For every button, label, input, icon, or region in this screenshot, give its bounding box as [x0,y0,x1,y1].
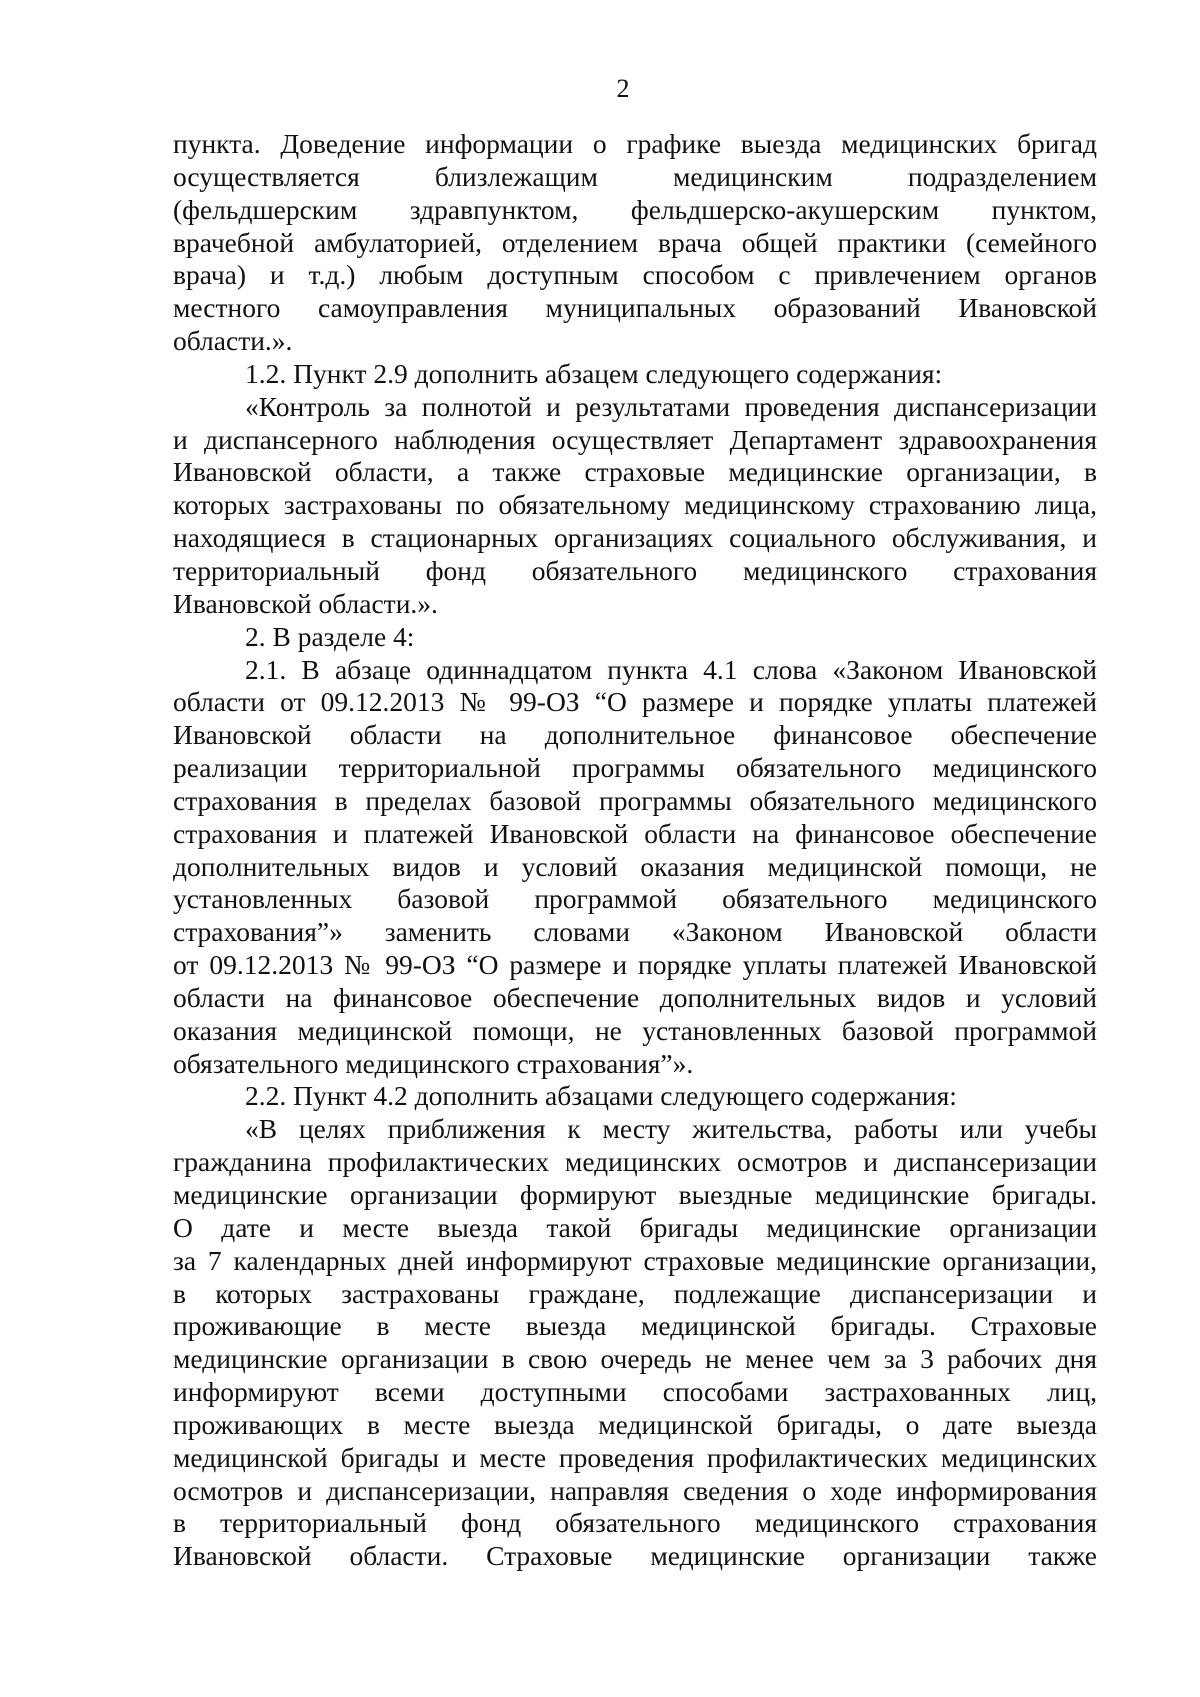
text-line: 2.1. В абзаце одиннадцатом пункта 4.1 слова «Законом Ивановской [245,653,1097,685]
text-line: области на финансовое обеспечение дополнительных видов и условий [173,981,1097,1013]
text-line: проживающие в месте выезда медицинской бригады. Страховые [173,1310,1097,1342]
text-line: 2.2. Пункт 4.2 дополнить абзацами следующего содержания: [245,1080,957,1112]
text-line: «В целях приближения к месту жительства, работы или учебы [245,1113,1097,1145]
text-line: медицинские организации формируют выездные медицинские бригады. [173,1179,1097,1210]
text-line: области.». [173,325,293,357]
text-line: информируют всеми доступными способами застрахованных лиц, [173,1376,1097,1408]
text-line: установленных базовой программой обязательного медицинского [173,883,1097,915]
text-line: осмотров и диспансеризации, направляя сведения о ходе информирования [173,1474,1097,1506]
text-line: 1.2. Пункт 2.9 дополнить абзацем следующего содержания: [245,357,943,389]
text-line: (фельдшерским здравпунктом, фельдшерско-акушерским пунктом, [173,193,1097,225]
text-line: страхования в пределах базовой программы обязательного медицинского [173,784,1097,816]
text-line: страхования”» заменить словами «Законом Ивановской области [173,916,1097,948]
text-line: осуществляется близлежащим медицинским подразделением [173,160,1097,192]
text-line: Ивановской области. Страховые медицинские организации также [173,1540,1097,1572]
text-line: 2. В разделе 4: [245,620,415,652]
text-line: дополнительных видов и условий оказания медицинской помощи, не [173,850,1097,882]
text-line: пункта. Доведение информации о графике выезда медицинских бригад [173,128,1097,159]
text-line: территориальный фонд обязательного медицинского страхования [173,554,1097,586]
text-line: области от 09.12.2013 № 99-ОЗ “О размере и порядке уплаты платежей [173,686,1097,718]
text-line: страхования и платежей Ивановской области на финансовое обеспечение [173,817,1097,849]
text-line: реализации территориальной программы обязательного медицинского [173,752,1097,784]
text-line: медицинской бригады и месте проведения профилактических медицинских [173,1441,1097,1473]
document-body [173,128,1097,1573]
text-line: проживающих в месте выезда медицинской бригады, о дате выезда [173,1408,1097,1440]
text-line: в территориальный фонд обязательного медицинского страхования [173,1507,1097,1539]
text-line: оказания медицинской помощи, не установленных базовой программой [173,1014,1097,1046]
text-line: Ивановской области на дополнительное финансовое обеспечение [173,719,1097,751]
text-line: Ивановской области.». [173,587,438,619]
text-line: врача) и т.д.) любым доступным способом с привлечением органов [173,259,1097,291]
text-line: от 09.12.2013 № 99-ОЗ “О размере и порядке уплаты платежей Ивановской [173,949,1097,981]
text-line: медицинские организации в свою очередь не менее чем за 3 рабочих дня [173,1343,1097,1375]
text-line: О дате и месте выезда такой бригады медицинские организации [173,1211,1097,1243]
text-line: гражданина профилактических медицинских осмотров и диспансеризации [173,1146,1097,1178]
text-line: которых застрахованы по обязательному медицинскому страхованию лица, [173,489,1097,521]
page-number: 2 [616,74,630,103]
text-line: «Контроль за полнотой и результатами проведения диспансеризации [245,390,1097,422]
text-line: и диспансерного наблюдения осуществляет Департамент здравоохранения [173,423,1097,455]
text-line: за 7 календарных дней информируют страховые медицинские организации, [173,1244,1097,1276]
text-line: Ивановской области, а также страховые медицинские организации, в [173,456,1097,488]
text-line: в которых застрахованы граждане, подлежащие диспансеризации и [173,1277,1097,1309]
text-line: врачебной амбулаторией, отделением врача общей практики (семейного [173,226,1097,258]
text-line: местного самоуправления муниципальных образований Ивановской [173,292,1097,324]
text-line: обязательного медицинского страхования”». [173,1047,694,1079]
text-line: находящиеся в стационарных организациях социального обслуживания, и [173,522,1097,554]
